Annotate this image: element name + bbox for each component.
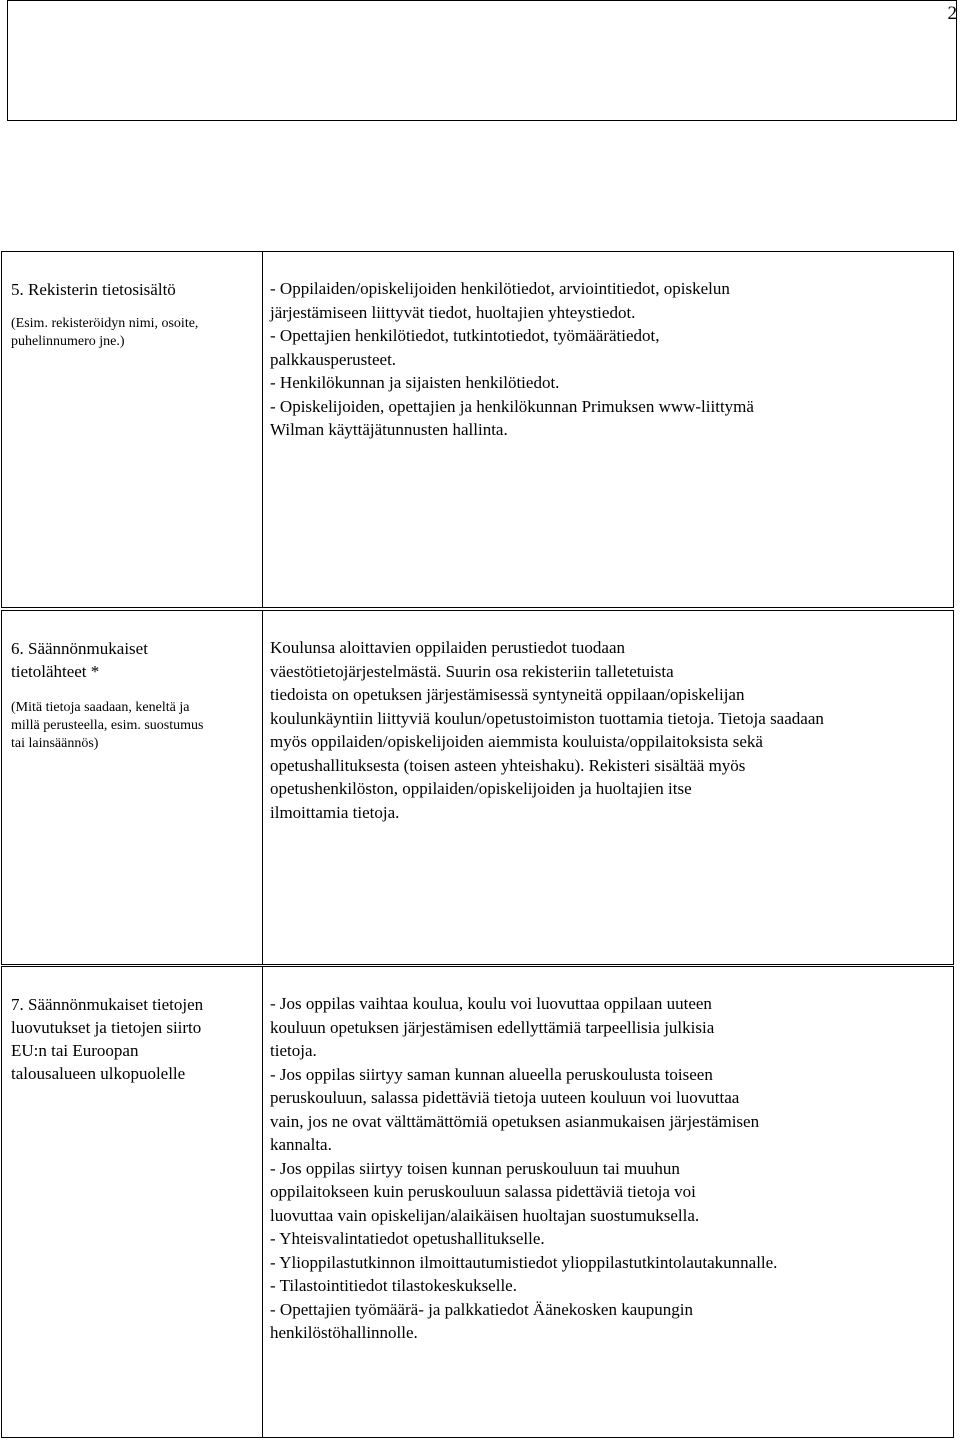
section-5-content: - Oppilaiden/opiskelijoiden henkilötiedot, arviointitiedot, opiskelun järjestämiseen liittyvät tiedot, huoltajien yhteystiedot. - Opettajien henkilötiedot, tutkintotiedot, työmäärätiedot, palkkausperusteet. - Henkilökunnan ja sijaisten henkilötiedot. - Opiskelijoiden, opettajien ja henkilökunnan Primuksen www-liittymä Wilman käyttäjätunnusten hallinta.	[270, 279, 754, 439]
section-7-row	[1, 966, 954, 1438]
section-7-label-cell	[2, 967, 263, 1438]
section-5-content-cell	[263, 252, 954, 608]
section-5-heading: 5. Rekisterin tietosisältö	[11, 280, 176, 299]
section-6-heading: 6. Säännönmukaiset tietolähteet *	[11, 639, 148, 681]
section-6-content-cell	[263, 611, 954, 965]
page-number: 2	[947, 3, 957, 24]
section-6-row	[1, 610, 954, 965]
section-7-content-cell	[263, 967, 954, 1438]
section-6-label-cell	[2, 611, 263, 965]
section-6-note: (Mitä tietoja saadaan, keneltä ja millä perusteella, esim. suostumus tai lainsäännös)	[11, 700, 204, 751]
section-7-content: - Jos oppilas vaihtaa koulua, koulu voi luovuttaa oppilaan uuteen kouluun opetuksen järjestämisen edellyttämiä tarpeellisia julkisia tietoja. - Jos oppilas siirtyy saman kunnan alueella peruskoulusta toiseen peruskouluun, salassa pidettäviä tietoja uuteen kouluun voi luovuttaa vain, jos ne ovat välttämättömiä opetuksen asianmukaisen järjestämisen kannalta. - Jos oppilas siirtyy toisen kunnan peruskouluun tai muuhun oppilaitokseen kuin peruskouluun salassa pidettäviä tietoja voi luovuttaa vain opiskelijan/alaikäisen huoltajan suostumuksella. - Yhteisvalintatiedot opetushallitukselle. - Ylioppilastutkinnon ilmoittautumistiedot ylioppilastutkintolautakunnalle. - Tilastointitiedot tilastokeskukselle. - Opettajien työmäärä- ja palkkatiedot Äänekosken kaupungin henkilöstöhallinnolle.	[270, 994, 778, 1342]
section-7-heading: 7. Säännönmukaiset tietojen luovutukset ja tietojen siirto EU:n tai Euroopan talousalueen ulkopuolelle	[11, 995, 204, 1083]
section-5-note: (Esim. rekisteröidyn nimi, osoite, puhelinnumero jne.)	[11, 316, 199, 349]
section-5-row	[1, 251, 954, 608]
empty-header-box	[7, 0, 957, 121]
section-5-label-cell	[2, 252, 263, 608]
section-6-content: Koulunsa aloittavien oppilaiden perustiedot tuodaan väestötietojärjestelmästä. Suurin osa rekisteriin talletetuista tiedoista on opetuksen järjestämisessä syntyneitä oppilaan/opiskelijan koulunkäyntiin liittyviä koulun/opetustoimiston tuottamia tietoja. Tietoja saadaan myös oppilaiden/opiskelijoiden aiemmista kouluista/oppilaitoksista sekä opetushallituksesta (toisen asteen yhteishaku). Rekisteri sisältää myös opetushenkilöston, oppilaiden/opiskelijoiden ja huoltajien itse ilmoittamia tietoja.	[270, 638, 824, 822]
